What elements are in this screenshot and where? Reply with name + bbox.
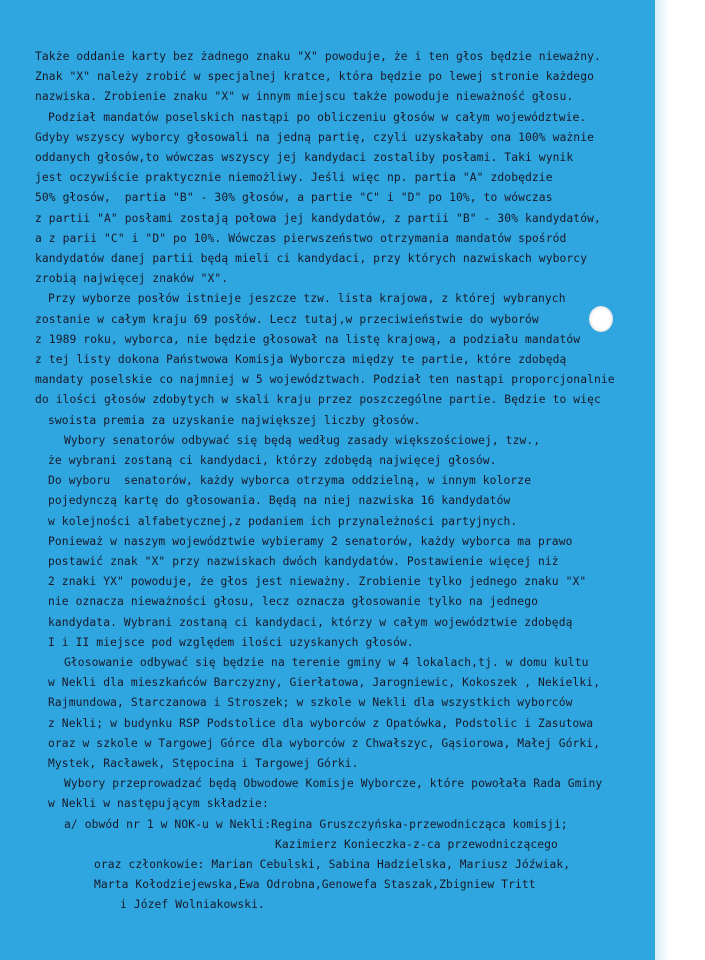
- text-line: mandaty poselskie co najmniej w 5 województwach. Podział ten nastąpi proporcjonalnie: [35, 373, 615, 387]
- text-line: nie oznacza nieważności głosu, lecz oznacza głosowanie tylko na jednego: [48, 595, 538, 609]
- text-line: w Nekli w następującym składzie:: [48, 797, 269, 811]
- text-line: Głosowanie odbywać się będzie na terenie gminy w 4 lokalach,tj. w domu kultu: [64, 656, 589, 669]
- text-line: a z parii "C" i "D" po 10%. Wówczas pierwszeństwo otrzymania mandatów spośród: [35, 231, 567, 245]
- text-line: kandydata. Wybrani zostaną ci kandydaci, którzy w całym województwie zdobędą: [48, 615, 573, 629]
- text-line: Wybory przeprowadzać będą Obwodowe Komisje Wyborcze, które powołała Rada Gminy: [64, 777, 603, 791]
- text-line: postawić znak "X" przy nazwiskach dwóch kandydatów. Postawienie więcej niż: [48, 555, 559, 568]
- text-line: Rajmundowa, Starczanowa i Stroszek; w szkole w Nekli dla wszystkich wyborców: [48, 696, 573, 710]
- text-line: zostanie w całym kraju 69 posłów. Lecz tutaj,w przeciwieństwie do wyborów: [35, 312, 539, 326]
- text-line: z partii "A" posłami zostają połowa jej kandydatów, z partii "B" - 30% kandydatów,: [35, 211, 601, 225]
- text-line: Do wyboru senatorów, każdy wyborca otrzyma oddzielną, w innym kolorze: [48, 474, 532, 488]
- text-line: 2 znaki YX" powoduje, że głos jest nieważny. Zrobienie tylko jednego znaku "X": [48, 575, 587, 589]
- text-line: i Józef Wolniakowski.: [120, 898, 265, 912]
- scan-margin: [655, 0, 705, 960]
- text-line: w Nekli dla mieszkańców Barczyzny, Gierłatowa, Jarogniewic, Kokoszek , Nekielki,: [48, 676, 601, 690]
- text-line: I i II miejsce pod względem ilości uzyskanych głosów.: [48, 635, 414, 649]
- text-line: z Nekli; w budynku RSP Podstolice dla wyborców z Opatówka, Podstolic i Zasutowa: [48, 716, 594, 730]
- text-line: Wybory senatorów odbywać się będą według zasady większościowej, tzw.,: [64, 433, 541, 447]
- text-line: w kolejności alfabetycznej,z podaniem ich przynależności partyjnych.: [48, 514, 518, 528]
- text-line: pojedynczą kartę do głosowania. Będą na niej nazwiska 16 kandydatów: [48, 494, 511, 508]
- text-line: Przy wyborze posłów istnieje jeszcze tzw. lista krajowa, z której wybranych: [48, 292, 566, 306]
- text-line: zrobią najwięcej znaków "X".: [35, 272, 229, 286]
- text-line: Ponieważ w naszym województwie wybieramy 2 senatorów, każdy wyborca ma prawo: [48, 534, 573, 548]
- text-line: Mystek, Racławek, Stępocina i Targowej Górki.: [48, 757, 359, 770]
- text-line: z tej listy dokona Państwowa Komisja Wyborcza między te partie, które zdobędą: [35, 353, 567, 366]
- text-line: Kazimierz Konieczka-z-ca przewodniczącego: [275, 837, 558, 851]
- text-line: 50% głosów, partia "B" - 30% głosów, a partie "C" i "D" po 10%, to wówczas: [35, 191, 553, 205]
- text-line: jest oczywiście praktycznie niemożliwy. Jeśli więc np. partia "A" zdobędzie: [35, 171, 553, 185]
- text-line: z 1989 roku, wyborca, nie będzie głosował na listę krajową, a podziału mandatów: [35, 332, 581, 346]
- text-line: Znak "X" należy zrobić w specjalnej kratce, która będzie po lewej stronie każdego: [35, 70, 595, 84]
- text-line: nazwiska. Zrobienie znaku "X" w innym miejscu także powoduje nieważność głosu.: [35, 90, 574, 104]
- text-line: Także oddanie karty bez żadnego znaku "X" powoduje, że i ten głos będzie nieważny.: [35, 50, 601, 63]
- text-line: oraz członkowie: Marian Cebulski, Sabina Hadzielska, Mariusz Jóźwiak,: [94, 858, 571, 871]
- text-line: do ilości głosów zdobytych w skali kraju przez poszczególne partie. Będzie to więc: [35, 393, 601, 407]
- punch-hole: [589, 306, 613, 332]
- text-line: Gdyby wszyscy wyborcy głosowali na jedną partię, czyli uzyskałaby ona 100% ważnie: [35, 130, 595, 144]
- text-line: Marta Kołodziejewska,Ewa Odrobna,Genowefa Staszak,Zbigniew Tritt: [94, 878, 536, 892]
- text-line: kandydatów danej partii będą mieli ci kandydaci, przy których nazwiskach wyborcy: [35, 252, 588, 265]
- text-line: Podział mandatów poselskich nastąpi po obliczeniu głosów w całym województwie.: [48, 110, 587, 124]
- text-line: że wybrani zostaną ci kandydaci, którzy zdobędą najwięcej głosów.: [48, 454, 497, 467]
- text-line: swoista premia za uzyskanie największej liczby głosów.: [48, 413, 421, 427]
- text-line: a/ obwód nr 1 w NOK-u w Nekli:Regina Gruszczyńska-przewodnicząca komisji;: [64, 817, 568, 831]
- text-line: oddanych głosów,to wówczas wszyscy jej kandydaci zostaliby posłami. Taki wynik: [35, 151, 574, 164]
- text-line: oraz w szkole w Targowej Górce dla wyborców z Chwałszyc, Gąsiorowa, Małej Górki,: [48, 736, 601, 750]
